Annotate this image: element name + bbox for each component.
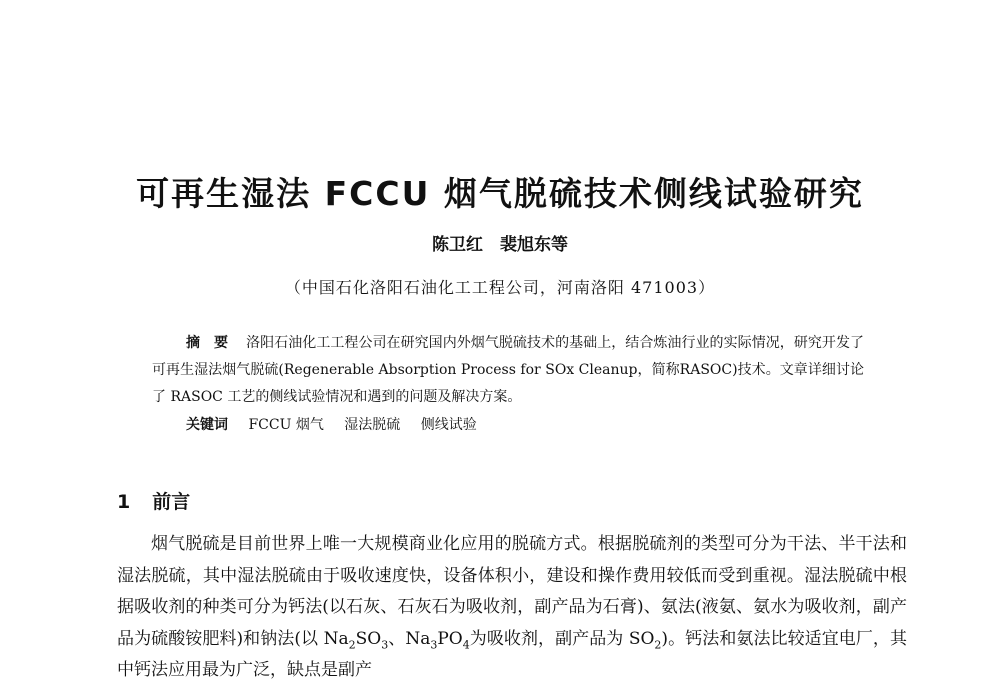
body-text-segment: SO (355, 628, 382, 649)
section-number: 1 (117, 491, 131, 513)
body-text-segment: 为吸收剂，副产品为 SO (469, 628, 655, 649)
keywords-label: 关键词 (186, 417, 228, 433)
subscript: 3 (430, 637, 438, 651)
subscript: 4 (462, 637, 470, 651)
body-text-segment: 烟气脱硫是目前世界上唯一大规模商业化应用的脱硫方式。根据脱硫剂的类型可分为干法、半干法和湿法脱硫，其中湿法脱硫由于吸收速度快，设备体积小，建设和操作费用较低而受到重视。湿法脱硫中根据吸收剂的种类可分为钙法(以石灰、石灰石为吸收剂，副产品为石膏)、氨法(液氨、氨水为吸收剂，副产品为硫酸铵肥料)和钠法(以 Na (117, 534, 907, 649)
subscript: 3 (381, 637, 389, 651)
authors: 陈卫红 裴旭东等 (432, 235, 568, 255)
body-text-segment: 、Na (388, 628, 431, 649)
keyword-item: FCCU 烟气 (248, 417, 324, 433)
section-heading (117, 487, 190, 514)
body-text-segment: )。钙法和氨法比较适宜电厂，其中钙法应用最为广泛，缺点是副产 (117, 628, 907, 680)
abstract-label: 摘要 (186, 335, 243, 351)
body-text-segment: PO (437, 628, 463, 649)
subscript: 2 (654, 637, 662, 651)
keywords (186, 412, 493, 439)
keyword-item: 侧线试验 (420, 417, 477, 433)
section-title: 前言 (152, 491, 191, 513)
subscript: 2 (348, 637, 356, 651)
abstract (152, 330, 864, 411)
abstract-text: 洛阳石油化工工程公司在研究国内外烟气脱硫技术的基础上，结合炼油行业的实际情况，研究开发了可再生湿法烟气脱硫(Regenerable Absorption Process for SOx Cleanup，简称RASOC)技术。文章详细讨论了 RASOC 工艺的侧线试验情况和遇到的问题及解决方案。 (152, 335, 865, 405)
paper-title: 可再生湿法 FCCU 烟气脱硫技术侧线试验研究 (136, 174, 864, 213)
body-paragraph (117, 529, 907, 687)
affiliation: （中国石化洛阳石油化工工程公司，河南洛阳 471003） (284, 278, 716, 297)
keyword-item: 湿法脱硫 (344, 417, 401, 433)
